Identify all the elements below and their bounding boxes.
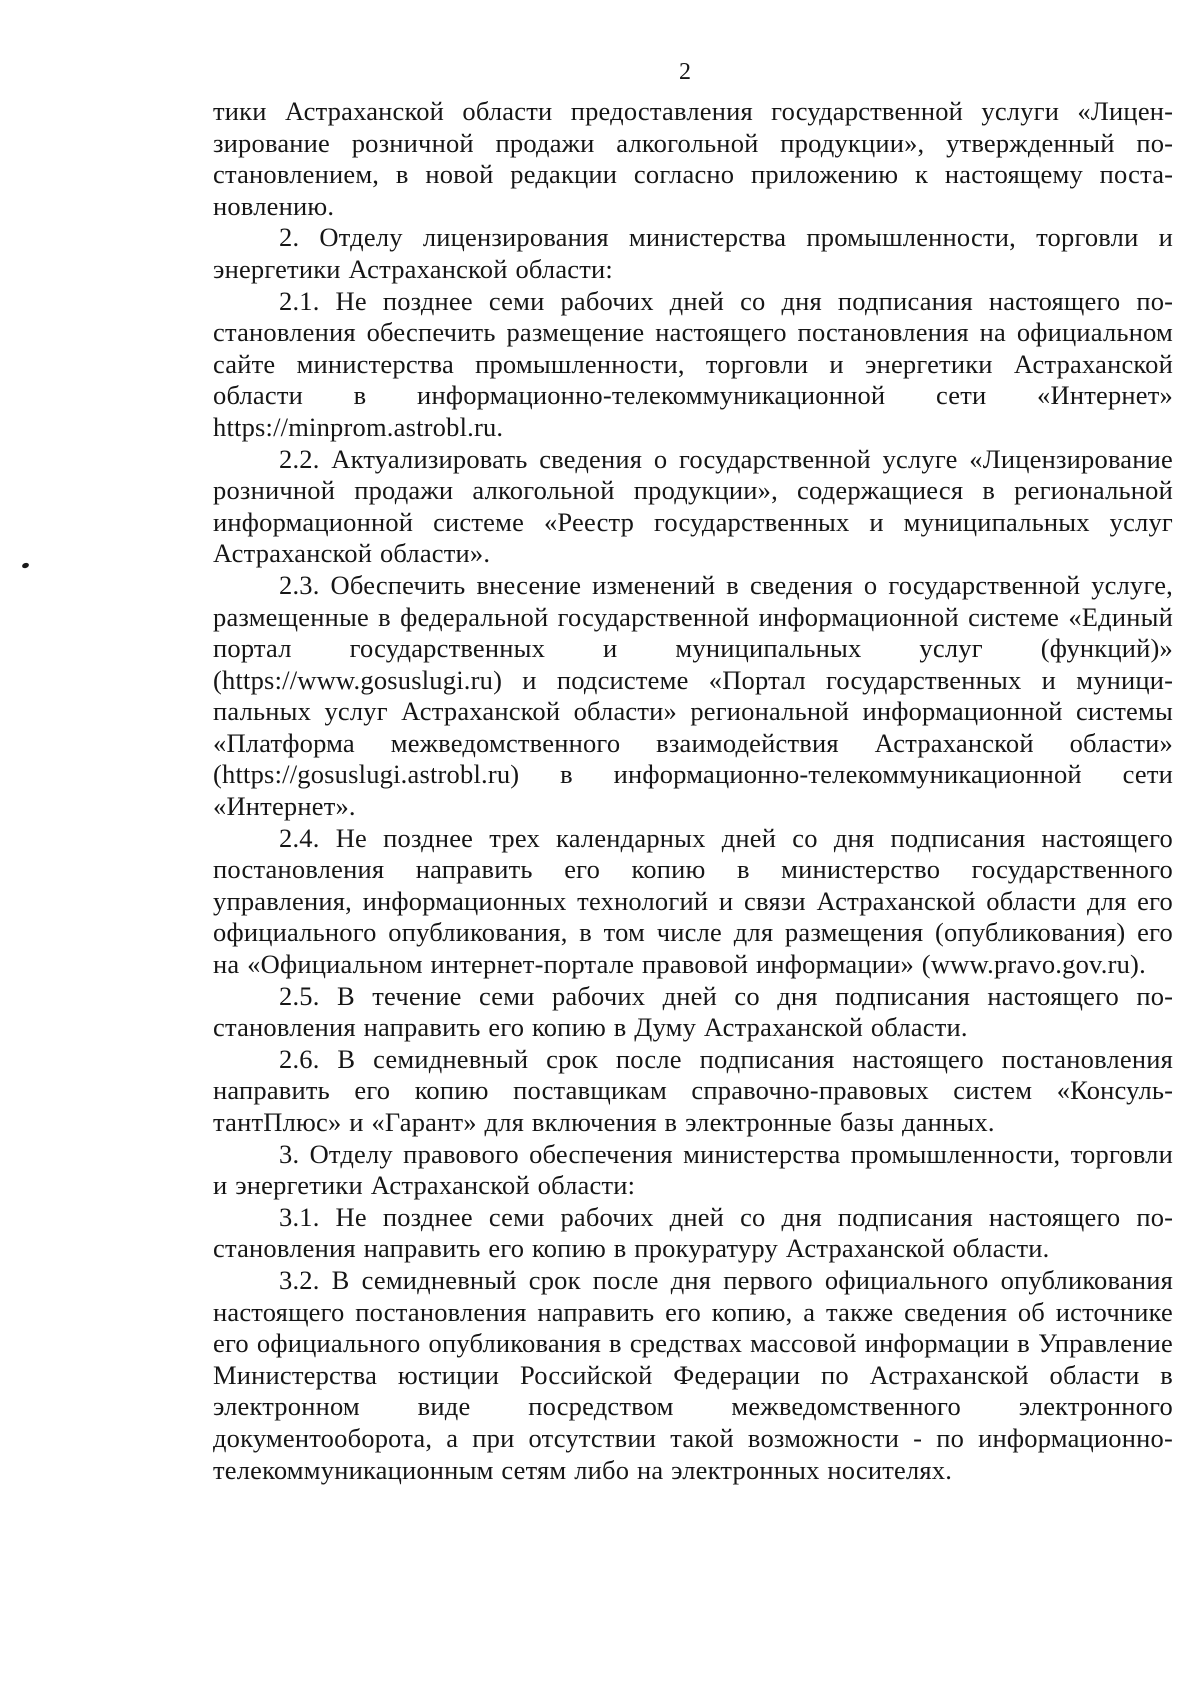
paragraph-item-2-3: 2.3. Обеспечить внесение изменений в сведения о государственной услуге, размещенные в федеральной государственной информационной системе «Единый портал государственных и муниципальных услуг (функций)» (https://www.gosuslugi.ru) и подсистеме «Портал государственных и муниципальных услуг Астраханской области» региональной информационной системы «Платформа межведомственного взаимодействия Астраханской области» (https://gosuslugi.astrobl.ru) в информационно-телекоммуникационной сети «Интернет». <box>213 569 1173 822</box>
paragraph-item-2-2: 2.2. Актуализировать сведения о государственной услуге «Лицензирование розничной продажи алкогольной продукции», содержащиеся в региональной информационной системе «Реестр государственных и муниципальных услуг Астраханской области». <box>213 443 1173 569</box>
paragraph-item-2-4: 2.4. Не позднее трех календарных дней со дня подписания настоящего постановления направить его копию в министерство государственного управления, информационных технологий и связи Астраханской области для его официального опубликования, в том числе для размещения (опубликования) его на «Официальном интернет-портале правовой информации» (www.pravo.gov.ru). <box>213 822 1173 980</box>
scan-artifact-dot <box>21 562 29 569</box>
paragraph-item-3-2: 3.2. В семидневный срок после дня первого официального опубликования настоящего постановления направить его копию, а также сведения об источнике его официального опубликования в средствах массовой информации в Управление Министерства юстиции Российской Федерации по Астраханской области в электронном виде посредством межведомственного электронного документооборота, а при отсутствии такой возможности - по информационно-телекоммуникационным сетям либо на электронных носителях. <box>213 1264 1173 1485</box>
paragraph-item-2-1: 2.1. Не позднее семи рабочих дней со дня подписания настоящего постановления обеспечить размещение настоящего постановления на официальном сайте министерства промышленности, торговли и энергетики Астраханской области в информационно-телекоммуникационной сети «Интернет» https://minprom.astrobl.ru. <box>213 285 1173 442</box>
paragraph-item-2: 2. Отделу лицензирования министерства промышленности, торговли и энергетики Астраханской области: <box>213 222 1173 284</box>
document-body <box>213 96 1173 1486</box>
paragraph-item-2-6: 2.6. В семидневный срок после подписания настоящего постановления направить его копию поставщикам справочно-правовых систем «КонсультантПлюс» и «Гарант» для включения в электронные базы данных. <box>213 1043 1173 1137</box>
page-number: 2 <box>679 59 691 85</box>
paragraph-item-2-5: 2.5. В течение семи рабочих дней со дня подписания настоящего постановления направить его копию в Думу Астраханской области. <box>213 980 1173 1043</box>
paragraph-item-3: 3. Отделу правового обеспечения министерства промышленности, торговли и энергетики Астраханской области: <box>213 1138 1173 1201</box>
paragraph-continuation: тики Астраханской области предоставления государственной услуги «Лицензирование розничной продажи алкогольной продукции», утвержденный постановлением, в новой редакции согласно приложению к настоящему постановлению. <box>213 96 1173 221</box>
paragraph-item-3-1: 3.1. Не позднее семи рабочих дней со дня подписания настоящего постановления направить его копию в прокуратуру Астраханской области. <box>213 1201 1173 1264</box>
